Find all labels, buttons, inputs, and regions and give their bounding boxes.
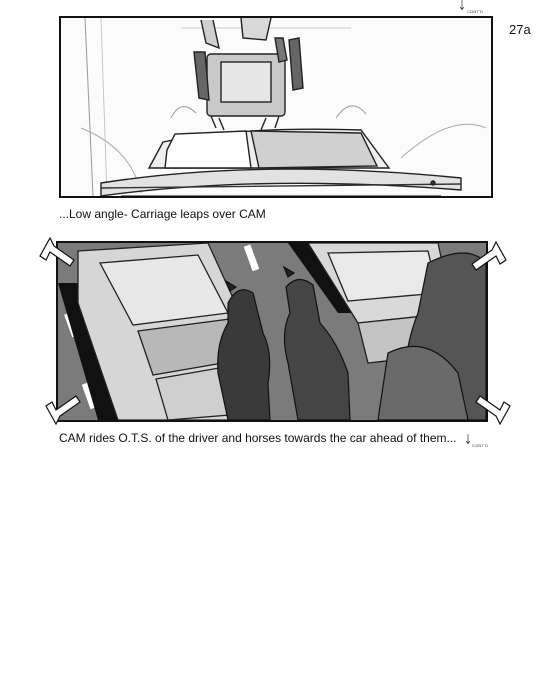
contd-down-arrow-icon: [465, 434, 471, 444]
top-contd-label: CONT'D: [467, 9, 484, 14]
bottom-contd-label: CONT'D: [472, 443, 489, 448]
page-number: 27a: [509, 22, 531, 37]
camera-move-arrow-icon: [36, 232, 80, 276]
contd-down-arrow-icon: [459, 0, 465, 10]
panel-2-sketch: [58, 243, 486, 420]
storyboard-panel-1: [59, 16, 493, 198]
storyboard-panel-2: [56, 241, 488, 422]
panel-1-sketch: [61, 18, 491, 196]
camera-move-arrow-icon: [466, 236, 510, 280]
camera-move-arrow-icon: [42, 386, 86, 430]
panel-1-caption: ...Low angle- Carriage leaps over CAM: [59, 207, 266, 221]
panel-2-caption: CAM rides O.T.S. of the driver and horses towards the car ahead of them...: [59, 431, 457, 445]
camera-move-arrow-icon: [470, 386, 514, 430]
